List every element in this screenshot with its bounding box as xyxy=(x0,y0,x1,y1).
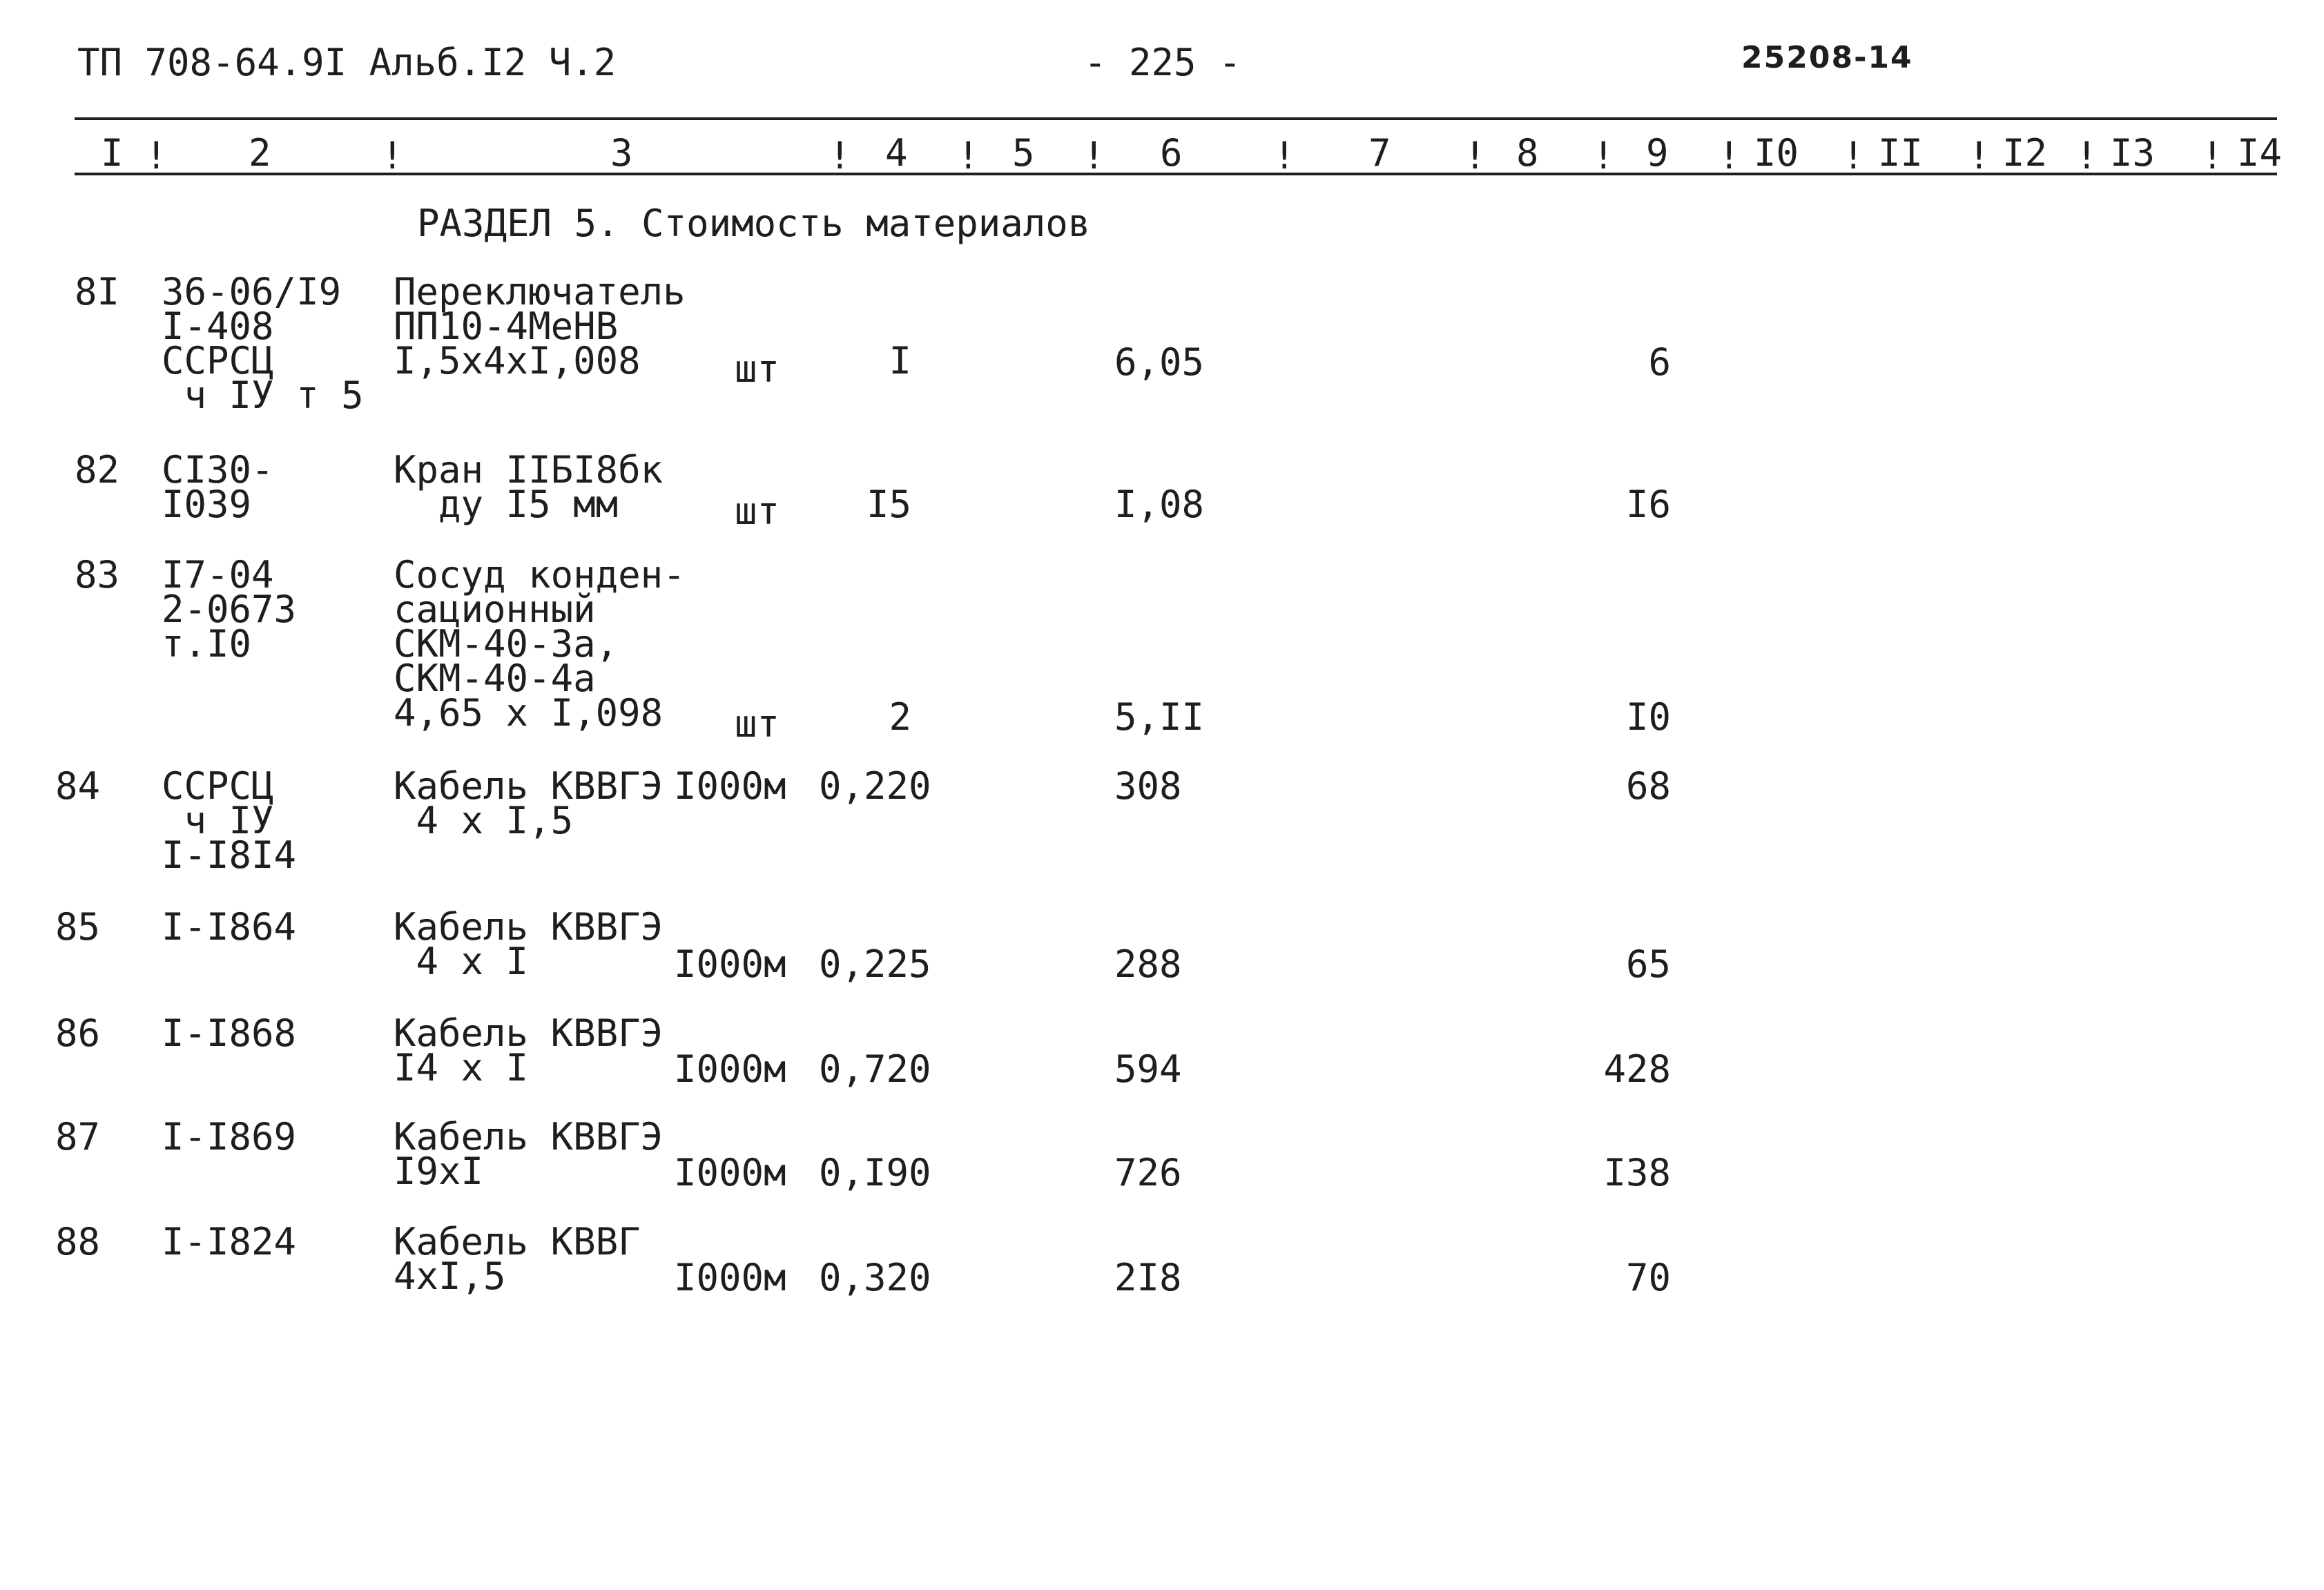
column-separator: ! xyxy=(957,134,980,177)
column-header-10: I0 xyxy=(1754,131,1799,175)
row-unit: I000м xyxy=(674,764,786,808)
row-total: I6 xyxy=(1625,483,1671,526)
row-unit: I000м xyxy=(674,1151,786,1194)
row-code: I-I869 xyxy=(162,1115,297,1158)
row-total: 65 xyxy=(1625,942,1671,986)
row-name: Кабель КВВГЭ 4 х I,5 xyxy=(394,764,664,842)
row-code: 36-06/I9 I-408 ССРСЦ ч IУ т 5 xyxy=(162,270,364,417)
section-title: РАЗДЕЛ 5. Стоимость материалов xyxy=(417,202,1091,245)
row-unit: шт xyxy=(735,702,780,746)
column-header-13: I3 xyxy=(2110,131,2156,175)
row-total: I0 xyxy=(1625,695,1671,739)
row-price: 726 xyxy=(1114,1151,1182,1194)
page-number: - 225 - xyxy=(1084,41,1241,84)
row-price: 6,05 xyxy=(1114,340,1205,384)
row-code: СI30- I039 xyxy=(162,448,274,526)
column-separator: ! xyxy=(1718,134,1741,177)
row-number: 85 xyxy=(55,905,101,949)
column-header-6: 6 xyxy=(1160,131,1183,175)
row-code: I7-04 2-0673 т.I0 xyxy=(162,553,297,666)
column-header-2: 2 xyxy=(249,131,271,175)
row-quantity: 0,220 xyxy=(819,764,931,808)
column-header-5: 5 xyxy=(1012,131,1035,175)
row-price: 2I8 xyxy=(1114,1256,1182,1299)
row-total: 428 xyxy=(1603,1047,1671,1091)
row-name: Кабель КВВГЭ I4 х I xyxy=(394,1011,664,1089)
row-quantity: 0,320 xyxy=(819,1256,931,1299)
document-reference: ТП 708-64.9I Альб.I2 Ч.2 xyxy=(77,41,617,84)
column-separator: ! xyxy=(1968,134,1991,177)
row-quantity: 0,225 xyxy=(819,942,931,986)
row-quantity: 2 xyxy=(889,695,911,739)
row-price: 308 xyxy=(1114,764,1182,808)
row-number: 8I xyxy=(75,270,120,313)
column-separator: ! xyxy=(2075,134,2098,177)
column-header-14: I4 xyxy=(2237,131,2283,175)
column-separator: ! xyxy=(381,134,404,177)
row-code: ССРСЦ ч IУ I-I8I4 xyxy=(162,764,297,877)
column-header-8: 8 xyxy=(1516,131,1539,175)
column-separator: ! xyxy=(829,134,851,177)
row-total: I38 xyxy=(1603,1151,1671,1194)
row-quantity: 0,I90 xyxy=(819,1151,931,1194)
column-header-1: I xyxy=(101,131,124,175)
column-separator: ! xyxy=(1464,134,1487,177)
column-separator: ! xyxy=(1592,134,1615,177)
row-quantity: I xyxy=(889,339,911,382)
row-total: 70 xyxy=(1625,1256,1671,1299)
row-name: Кабель КВВГЭ I9хI xyxy=(394,1115,664,1193)
row-quantity: 0,720 xyxy=(819,1047,931,1091)
row-price: I,08 xyxy=(1114,483,1205,526)
header-top-rule xyxy=(75,117,2277,120)
column-header-4: 4 xyxy=(885,131,908,175)
column-header-3: 3 xyxy=(610,131,633,175)
row-unit: I000м xyxy=(674,942,786,986)
row-number: 87 xyxy=(55,1115,101,1158)
column-header-7: 7 xyxy=(1368,131,1391,175)
stamp-number: 25208-14 xyxy=(1741,40,1913,75)
row-unit: шт xyxy=(735,489,780,533)
column-separator: ! xyxy=(1842,134,1865,177)
row-price: 5,II xyxy=(1114,695,1205,739)
row-number: 83 xyxy=(75,553,120,597)
row-unit: I000м xyxy=(674,1256,786,1299)
row-name: Переключатель ПП10-4МеНВ I,5х4хI,008 xyxy=(394,270,686,382)
row-total: 6 xyxy=(1648,340,1671,384)
row-name: Кран IIБI8бк ду I5 мм xyxy=(394,448,664,526)
row-number: 86 xyxy=(55,1011,101,1055)
column-separator: ! xyxy=(1273,134,1296,177)
row-name: Кабель КВВГЭ 4 х I xyxy=(394,905,664,983)
row-unit: шт xyxy=(735,347,780,391)
row-number: 82 xyxy=(75,448,120,492)
row-name: Сосуд конден- сационный СКМ-40-3а, СКМ-40-4а 4,65 х I,098 xyxy=(394,553,686,735)
row-code: I-I864 xyxy=(162,905,297,949)
column-header-9: 9 xyxy=(1646,131,1669,175)
column-header-12: I2 xyxy=(2002,131,2048,175)
row-number: 84 xyxy=(55,764,101,808)
row-code: I-I824 xyxy=(162,1220,297,1263)
row-code: I-I868 xyxy=(162,1011,297,1055)
row-total: 68 xyxy=(1625,764,1671,808)
row-price: 594 xyxy=(1114,1047,1182,1091)
row-price: 288 xyxy=(1114,942,1182,986)
column-separator: ! xyxy=(1083,134,1105,177)
row-number: 88 xyxy=(55,1220,101,1263)
row-unit: I000м xyxy=(674,1047,786,1091)
column-separator: ! xyxy=(145,134,168,177)
row-quantity: I5 xyxy=(866,483,911,526)
row-name: Кабель КВВГ 4хI,5 xyxy=(394,1220,641,1298)
column-separator: ! xyxy=(2201,134,2224,177)
column-header-11: II xyxy=(1878,131,1924,175)
